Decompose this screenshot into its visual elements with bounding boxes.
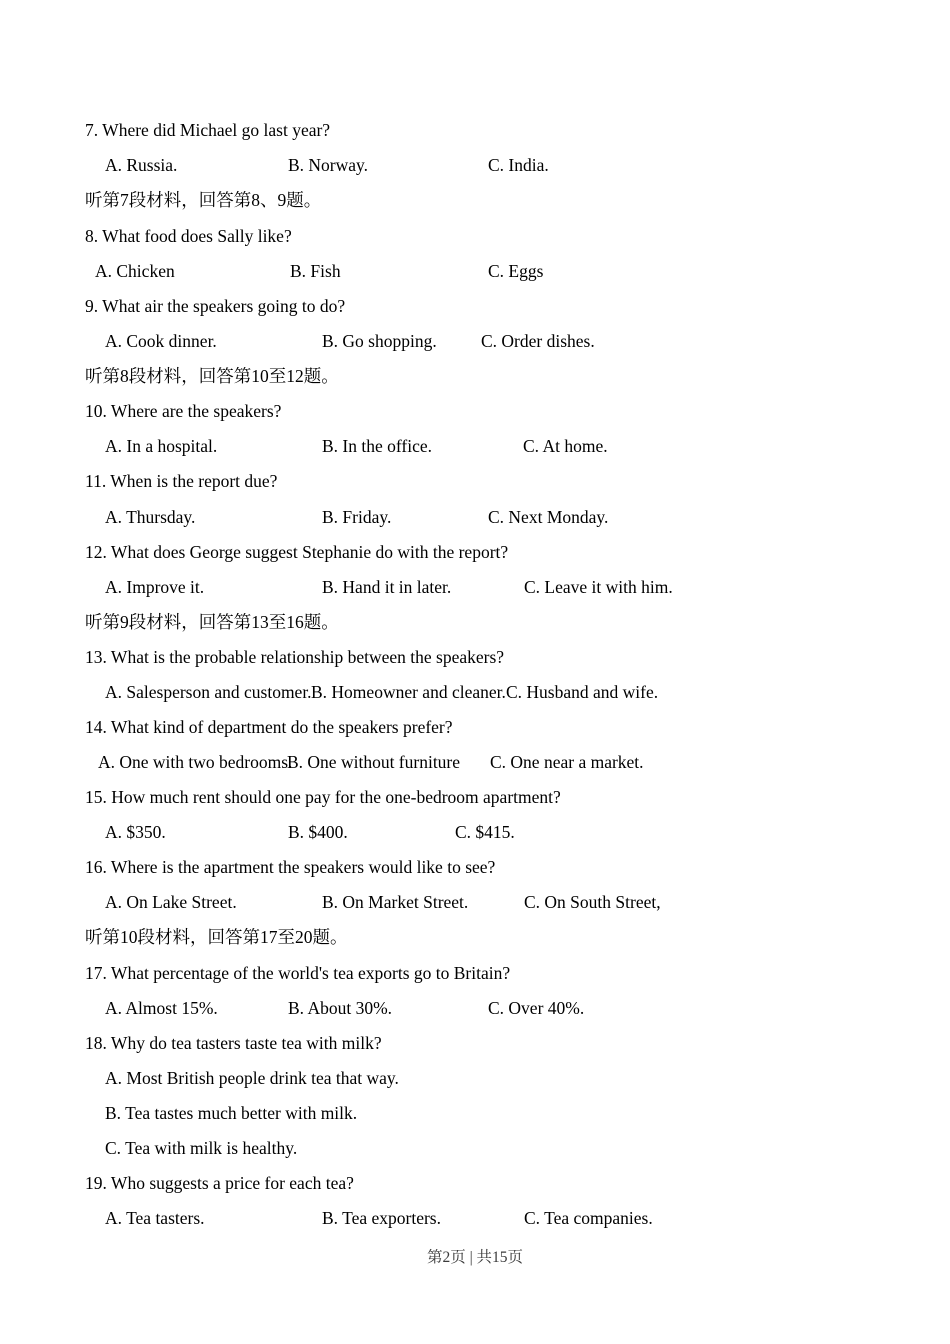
option-18-a: [0, 1066, 950, 1090]
options-7-segment: A. Russia.: [105, 155, 178, 175]
options-11-segment: B. Friday.: [322, 507, 392, 527]
options-10: [0, 434, 950, 458]
options-16-segment: B. On Market Street.: [322, 892, 469, 912]
options-17-segment: A. Almost 15%.: [105, 998, 218, 1018]
question-7: [0, 118, 950, 142]
page-number: 第2页 | 共15页: [426, 1249, 524, 1266]
section-header-10-segment: 听第10段材料，回答第17至20题。: [85, 927, 348, 947]
options-8-segment: B. Fish: [290, 261, 341, 281]
option-18-c: [0, 1136, 950, 1160]
question-15: [0, 785, 950, 809]
options-9-segment: B. Go shopping.: [322, 331, 437, 351]
question-17-segment: 17. What percentage of the world's tea exports go to Britain?: [85, 963, 511, 983]
options-16-segment: A. On Lake Street.: [105, 892, 237, 912]
question-9-segment: 9. What air the speakers going to do?: [85, 296, 346, 316]
question-14-segment: 14. What kind of department do the speakers prefer?: [85, 717, 453, 737]
options-8-segment: C. Eggs: [488, 261, 544, 281]
options-15: [0, 820, 950, 844]
question-19: [0, 1171, 950, 1195]
options-7: [0, 153, 950, 177]
options-13-segment: A. Salesperson and customer.: [105, 682, 312, 702]
question-16: [0, 855, 950, 879]
question-12: [0, 540, 950, 564]
question-10: [0, 399, 950, 423]
options-19-segment: B. Tea exporters.: [322, 1208, 441, 1228]
question-15-segment: 15. How much rent should one pay for the one-bedroom apartment?: [85, 787, 561, 807]
options-8-segment: A. Chicken: [95, 261, 175, 281]
option-18-a-segment: A. Most British people drink tea that way.: [105, 1068, 399, 1088]
options-12-segment: A. Improve it.: [105, 577, 205, 597]
question-7-segment: 7. Where did Michael go last year?: [85, 120, 331, 140]
options-19: [0, 1206, 950, 1230]
options-13: [0, 680, 950, 704]
section-header-9-segment: 听第9段材料，回答第13至16题。: [85, 612, 339, 632]
options-12-segment: C. Leave it with him.: [524, 577, 673, 597]
question-18-segment: 18. Why do tea tasters taste tea with milk?: [85, 1033, 382, 1053]
options-14-segment: C. One near a market.: [490, 752, 644, 772]
options-10-segment: C. At home.: [523, 436, 608, 456]
options-10-segment: A. In a hospital.: [105, 436, 218, 456]
options-16: [0, 890, 950, 914]
options-7-segment: B. Norway.: [288, 155, 369, 175]
question-13: [0, 645, 950, 669]
question-10-segment: 10. Where are the speakers?: [85, 401, 282, 421]
options-11-segment: C. Next Monday.: [488, 507, 609, 527]
question-17: [0, 961, 950, 985]
question-13-segment: 13. What is the probable relationship between the speakers?: [85, 647, 505, 667]
options-13-segment: C. Husband and wife.: [506, 682, 659, 702]
options-9: [0, 329, 950, 353]
options-14: [0, 750, 950, 774]
options-15-segment: C. $415.: [455, 822, 515, 842]
options-9-segment: C. Order dishes.: [481, 331, 595, 351]
options-11-segment: A. Thursday.: [105, 507, 196, 527]
options-11: [0, 505, 950, 529]
page-footer: [0, 1247, 950, 1269]
options-14-segment: B. One without furniture: [287, 752, 461, 772]
question-16-segment: 16. Where is the apartment the speakers would like to see?: [85, 857, 496, 877]
question-11-segment: 11. When is the report due?: [85, 471, 278, 491]
options-14-segment: A. One with two bedrooms.: [98, 752, 293, 772]
question-14: [0, 715, 950, 739]
options-19-segment: A. Tea tasters.: [105, 1208, 205, 1228]
options-17-segment: B. About 30%.: [288, 998, 393, 1018]
question-9: [0, 294, 950, 318]
options-12-segment: B. Hand it in later.: [322, 577, 452, 597]
question-19-segment: 19. Who suggests a price for each tea?: [85, 1173, 354, 1193]
options-17: [0, 996, 950, 1020]
question-8-segment: 8. What food does Sally like?: [85, 226, 292, 246]
section-header-7: [0, 188, 950, 212]
question-12-segment: 12. What does George suggest Stephanie do with the report?: [85, 542, 509, 562]
question-18: [0, 1031, 950, 1055]
options-7-segment: C. India.: [488, 155, 549, 175]
options-12: [0, 575, 950, 599]
options-15-segment: A. $350.: [105, 822, 166, 842]
options-10-segment: B. In the office.: [322, 436, 432, 456]
options-9-segment: A. Cook dinner.: [105, 331, 217, 351]
option-18-b-segment: B. Tea tastes much better with milk.: [105, 1103, 358, 1123]
options-8: [0, 259, 950, 283]
section-header-8-segment: 听第8段材料，回答第10至12题。: [85, 366, 339, 386]
question-8: [0, 224, 950, 248]
options-13-segment: B. Homeowner and cleaner.: [311, 682, 506, 702]
section-header-7-segment: 听第7段材料，回答第8、9题。: [85, 190, 322, 210]
section-header-8: [0, 364, 950, 388]
question-11: [0, 469, 950, 493]
options-16-segment: C. On South Street,: [524, 892, 661, 912]
options-19-segment: C. Tea companies.: [524, 1208, 653, 1228]
option-18-c-segment: C. Tea with milk is healthy.: [105, 1138, 298, 1158]
options-15-segment: B. $400.: [288, 822, 348, 842]
options-17-segment: C. Over 40%.: [488, 998, 585, 1018]
section-header-9: [0, 610, 950, 634]
option-18-b: [0, 1101, 950, 1125]
section-header-10: [0, 925, 950, 949]
